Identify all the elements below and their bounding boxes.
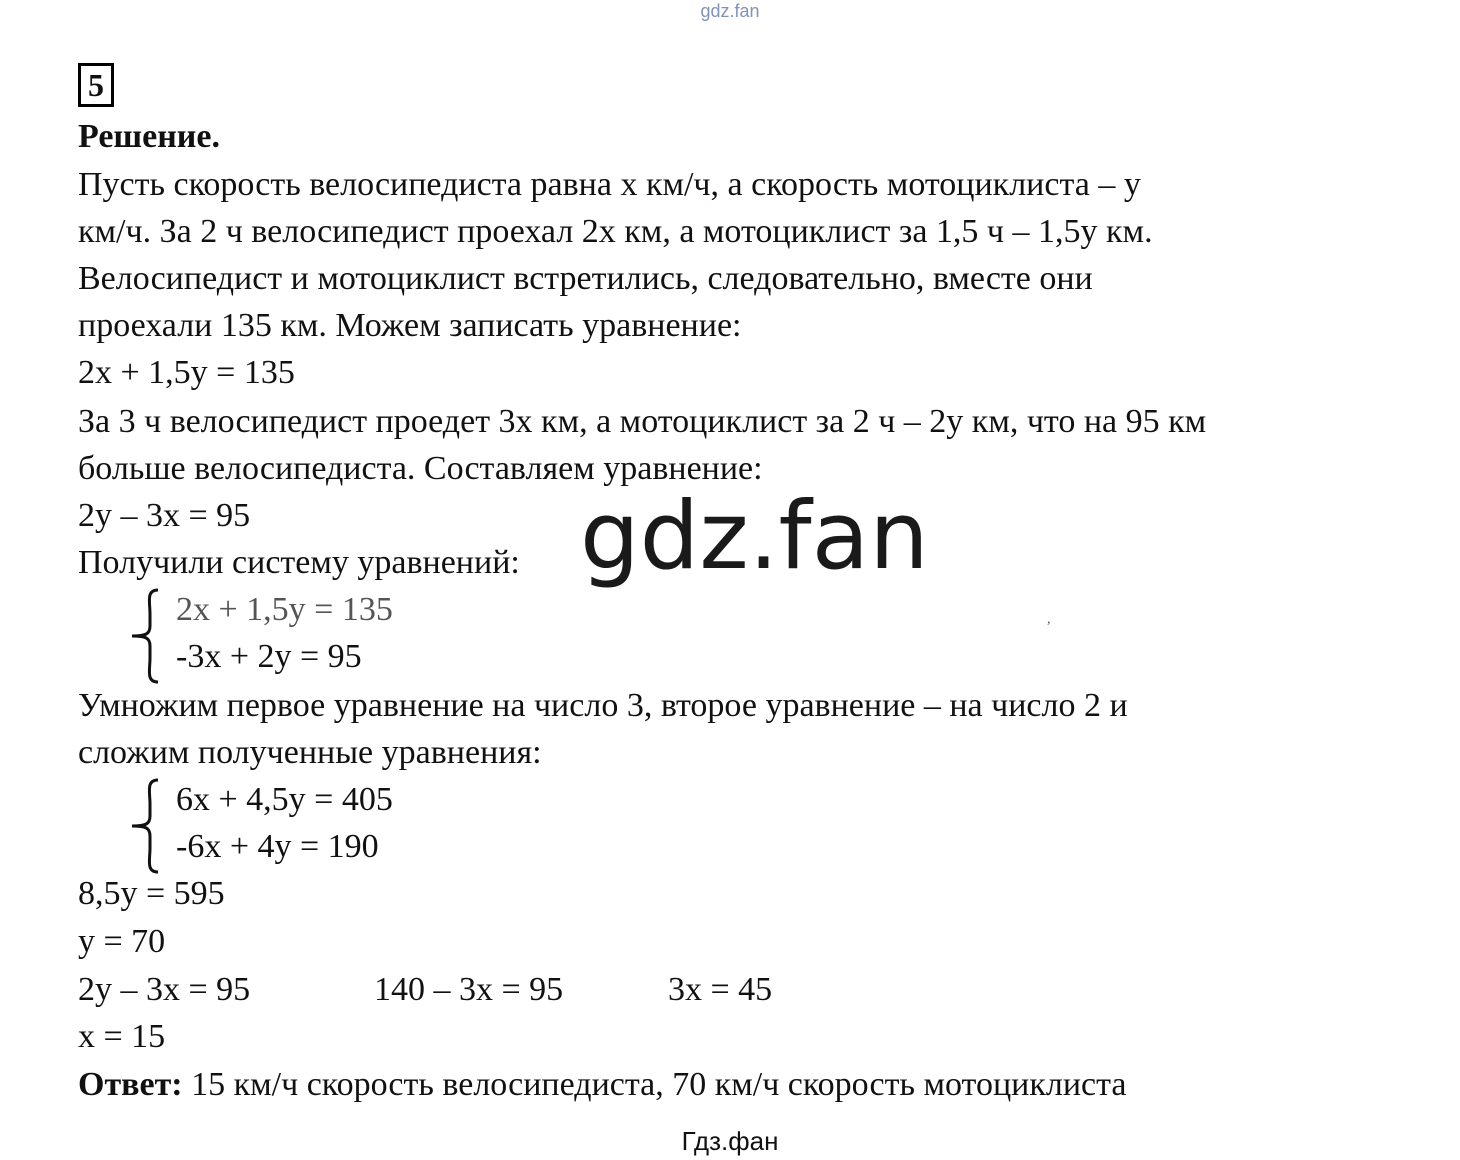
solution-heading: Решение. xyxy=(78,118,220,155)
step-4: x = 15 xyxy=(78,1018,166,1055)
paragraph2-line2: больше велосипедиста. Составляем уравнение: xyxy=(78,450,763,487)
watermark-center: gdz.fan xyxy=(580,482,929,591)
system2-equation1: 6x + 4,5y = 405 xyxy=(176,781,393,818)
system2-equation2: -6x + 4y = 190 xyxy=(176,828,379,865)
equation2: 2y – 3x = 95 xyxy=(78,497,251,534)
step-3b: 140 – 3x = 95 xyxy=(374,971,564,1008)
stray-mark: , xyxy=(1047,612,1051,627)
answer-label: Ответ: xyxy=(78,1066,183,1103)
paragraph2-line1: За 3 ч велосипедист проедет 3x км, а мотоциклист за 2 ч – 2y км, что на 95 км xyxy=(78,403,1207,440)
paragraph1-line2: км/ч. За 2 ч велосипедист проехал 2x км, а мотоциклист за 1,5 ч – 1,5y км. xyxy=(78,213,1153,250)
paragraph3-line1: Умножим первое уравнение на число 3, второе уравнение – на число 2 и xyxy=(78,687,1128,724)
system1-equation2: -3x + 2y = 95 xyxy=(176,638,362,675)
watermark-bottom: Гдз.фан xyxy=(681,1126,779,1156)
paragraph1-line4: проехали 135 км. Можем записать уравнение: xyxy=(78,307,742,344)
paragraph1-line3: Велосипедист и мотоциклист встретились, следовательно, вместе они xyxy=(78,260,1093,297)
system1-equation1: 2x + 1,5y = 135 xyxy=(176,591,393,628)
step-3a: 2y – 3x = 95 xyxy=(78,971,251,1008)
step-3c: 3x = 45 xyxy=(668,971,773,1008)
step-2: y = 70 xyxy=(78,923,166,960)
answer xyxy=(78,1065,1127,1105)
system-intro: Получили систему уравнений: xyxy=(78,544,520,581)
step-1: 8,5y = 595 xyxy=(78,875,225,912)
answer-text: 15 км/ч скорость велосипедиста, 70 км/ч скорость мотоциклиста xyxy=(182,1066,1127,1103)
task-number: 5 xyxy=(78,63,114,107)
system2-brace xyxy=(128,778,162,874)
watermark-top: gdz.fan xyxy=(700,1,760,21)
paragraph3-line2: сложим полученные уравнения: xyxy=(78,734,542,771)
system1-brace xyxy=(128,588,162,684)
equation1: 2x + 1,5y = 135 xyxy=(78,354,295,391)
paragraph1-line1: Пусть скорость велосипедиста равна x км/ч, а скорость мотоциклиста – y xyxy=(78,166,1141,203)
